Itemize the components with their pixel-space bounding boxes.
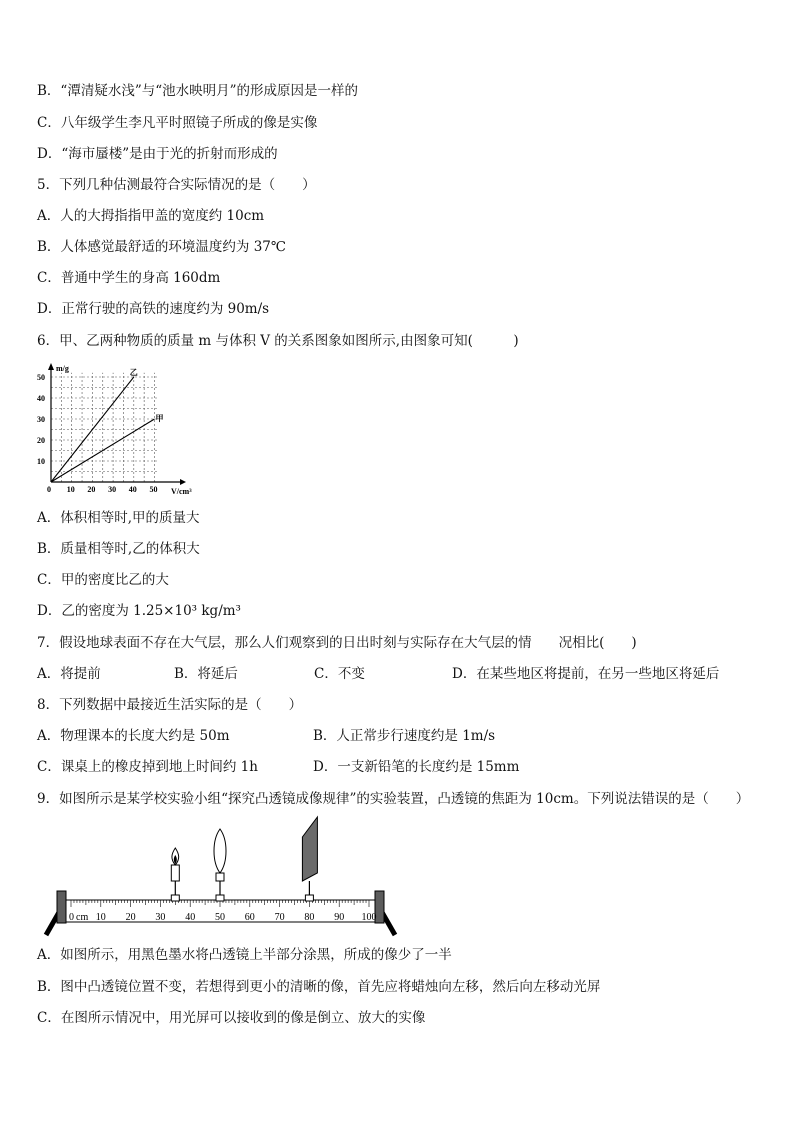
ruler-label: 90 [334,912,345,923]
ruler-label: 10 [95,912,106,923]
q5-option-d: D．正常行驶的高铁的速度约为 90m/s [37,301,270,317]
x-axis-label: V/cm³ [171,487,192,496]
series-label-jia: 甲 [155,414,164,423]
ruler-label: 30 [155,912,166,923]
light-screen [302,817,317,901]
ruler-label: 0 [69,912,74,923]
q8-option-b: B．人正常步行速度约是 1m/s [313,728,496,744]
q8-option-d: D．一支新铅笔的长度约是 15mm [313,759,520,775]
q7-option-d: D．在某些地区将提前，在另一些地区将延后 [452,666,720,682]
q7-stem: 7．假设地球表面不存在大气层，那么人们观察到的日出时刻与实际存在大气层的情 况相比( ) [37,635,637,651]
series-label-yi: 乙 [129,368,138,377]
q8-stem: 8．下列数据中最接近生活实际的是（ ） [37,697,303,713]
lens-holder [216,895,224,901]
y-tick-label: 40 [37,394,45,403]
candle-holder [171,895,179,901]
lens-body [214,829,226,873]
ruler-label: 60 [244,912,255,923]
q6-option-d: D．乙的密度为 1.25×10³ kg/m³ [37,603,241,619]
q7-option-c: C．不变 [314,666,365,682]
x-tick-label: 30 [108,485,117,494]
y-axis-arrow [48,363,54,370]
candle [171,848,179,901]
q6-option-b: B．质量相等时,乙的体积大 [37,541,200,557]
q4-option-d: D．“海市蜃楼”是由于光的折射而形成的 [37,146,278,162]
q9-option-c: C．在图所示情况中，用光屏可以接收到的像是倒立、放大的实像 [37,1010,426,1026]
candle-body [171,865,179,881]
y-tick-label: 20 [37,436,45,445]
screen-holder [305,895,313,901]
q5-stem: 5．下列几种估测最符合实际情况的是（ ） [37,177,316,193]
ruler-label: 80 [304,912,315,923]
q4-option-b: B．“潭清疑水浅”与“池水映明月”的形成原因是一样的 [37,83,359,99]
q8-option-c: C．课桌上的橡皮掉到地上时间约 1h [37,759,258,775]
y-tick-label: 10 [37,457,45,466]
q9-option-b: B．图中凸透镜位置不变，若想得到更小的清晰的像，首先应将蜡烛向左移，然后向左移动光屏 [37,979,601,995]
ruler-label: 100 [361,912,377,923]
q5-option-b: B．人体感觉最舒适的环境温度约为 37℃ [37,239,286,255]
q9-option-a: A．如图所示，用黑色墨水将凸透镜上半部分涂黑，所成的像少了一半 [37,947,452,963]
q6-option-c: C．甲的密度比乙的大 [37,572,169,588]
q8-option-a: A．物理课本的长度大约是 50m [37,728,230,744]
q5-option-c: C．普通中学生的身高 160dm [37,270,221,286]
y-tick-label: 30 [37,415,45,424]
y-tick-label: 50 [37,373,45,382]
chart-grid [51,373,159,482]
ruler-label: 20 [125,912,136,923]
q7-option-b: B．将延后 [174,666,238,682]
x-tick-label: 20 [87,485,96,494]
bench-end-left [57,891,66,923]
convex-lens [214,829,226,901]
y-axis-label: m/g [56,364,69,373]
optical-bench-diagram [36,815,406,940]
q7-option-a: A．将提前 [37,666,101,682]
x-axis-arrow [180,479,186,485]
screen-panel [302,817,317,881]
q9-stem: 9．如图所示是某学校实验小组“探究凸透镜成像规律”的实验装置，凸透镜的焦距为 10cm。下列说法错误的是（ ） [37,791,750,807]
mass-volume-chart [30,360,205,500]
x-tick-label: 50 [149,485,158,494]
q6-stem: 6．甲、乙两种物质的质量 m 与体积 V 的关系图象如图所示,由图象可知( ) [37,333,519,349]
q5-option-a: A．人的大拇指指甲盖的宽度约 10cm [37,208,265,224]
ruler-label: 40 [185,912,196,923]
q6-option-a: A．体积相等时,甲的质量大 [37,510,200,526]
x-tick-label: 10 [66,485,75,494]
ruler-unit: cm [76,912,89,923]
ruler-label: 70 [274,912,285,923]
x-tick-label: 40 [128,485,137,494]
lens-clamp [216,873,224,881]
ruler-label: 50 [215,912,225,923]
x-tick-label: 0 [47,485,51,494]
q4-option-c: C．八年级学生李凡平时照镜子所成的像是实像 [37,115,318,131]
